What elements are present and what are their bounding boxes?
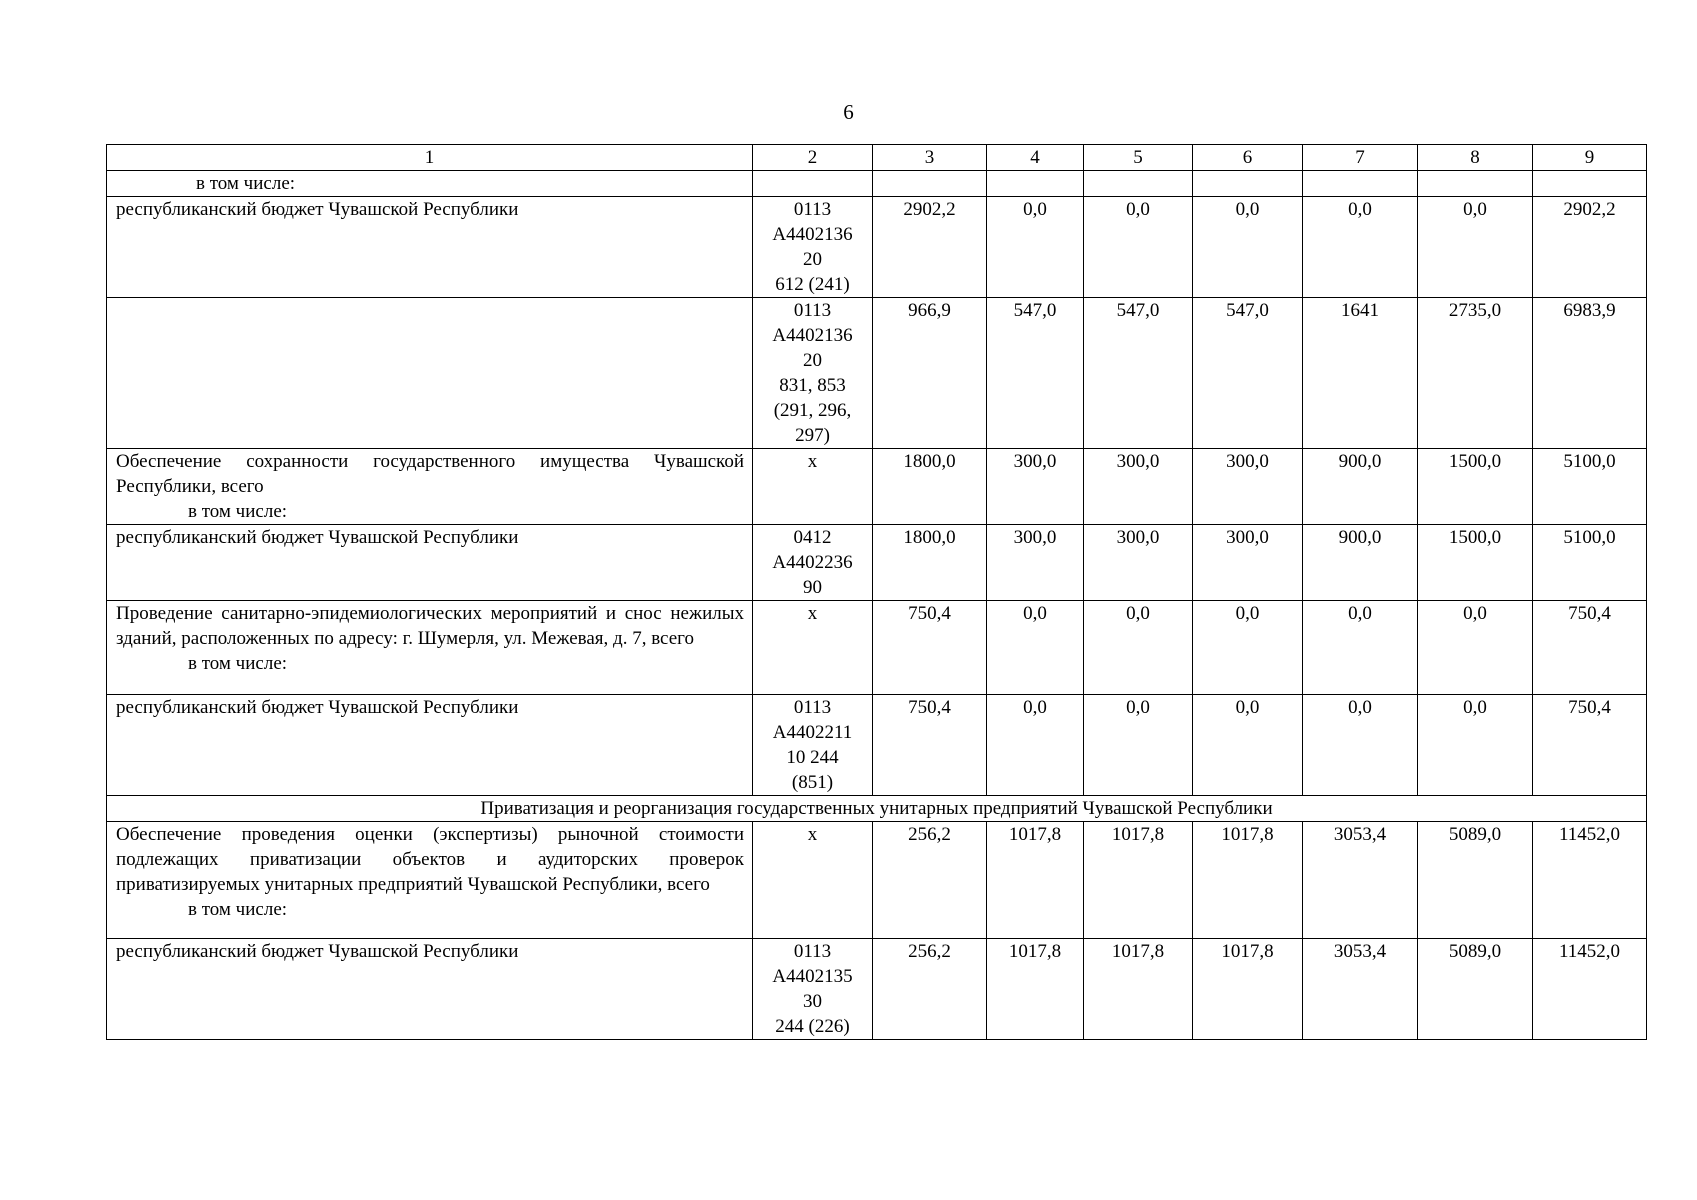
budget-code-line: 297) xyxy=(795,425,830,446)
empty-cell xyxy=(873,171,987,197)
value-cell-col-3: 256,2 xyxy=(873,822,987,939)
budget-code-line: 0113 xyxy=(793,300,832,321)
budget-code-cell xyxy=(753,695,873,796)
value-cell-col-8: 5089,0 xyxy=(1418,939,1533,1040)
budget-table xyxy=(106,144,1647,1040)
value-cell-col-8: 1500,0 xyxy=(1418,449,1533,525)
header-cell: 2 xyxy=(753,145,873,171)
value-cell-col-9: 750,4 xyxy=(1533,695,1647,796)
value-cell-col-3: 966,9 xyxy=(873,298,987,449)
row-sub-label: в том числе: xyxy=(188,653,288,674)
budget-code-cell xyxy=(753,525,873,601)
empty-cell xyxy=(1084,171,1193,197)
header-cell: 4 xyxy=(987,145,1084,171)
budget-code-cell xyxy=(753,449,873,525)
value-cell-col-8: 0,0 xyxy=(1418,601,1533,695)
value-cell-col-7: 0,0 xyxy=(1303,197,1418,298)
value-cell-col-4: 300,0 xyxy=(987,525,1084,601)
table-row xyxy=(107,298,1647,449)
empty-cell xyxy=(1303,171,1418,197)
value-cell-col-3: 256,2 xyxy=(873,939,987,1040)
value-cell-col-9: 750,4 xyxy=(1533,601,1647,695)
row-name: республиканский бюджет Чувашской Республики xyxy=(116,697,519,718)
row-name: республиканский бюджет Чувашской Республики xyxy=(116,527,519,548)
value-cell-col-4: 0,0 xyxy=(987,197,1084,298)
empty-cell xyxy=(1193,171,1303,197)
value-cell-col-7: 3053,4 xyxy=(1303,939,1418,1040)
row-name-cell xyxy=(107,822,753,939)
row-name: республиканский бюджет Чувашской Республики xyxy=(116,941,519,962)
value-cell-col-6: 300,0 xyxy=(1193,525,1303,601)
budget-code-line: 0412 xyxy=(793,527,832,548)
value-cell-col-5: 1017,8 xyxy=(1084,939,1193,1040)
header-cell: 3 xyxy=(873,145,987,171)
value-cell-col-6: 0,0 xyxy=(1193,601,1303,695)
row-name: Проведение санитарно-эпидемиологических мероприятий и снос нежилых зданий, расположенных по адресу: г. Шумерля, ул. Межевая, д. 7, всего xyxy=(116,603,744,649)
value-cell-col-6: 300,0 xyxy=(1193,449,1303,525)
value-cell-col-7: 0,0 xyxy=(1303,601,1418,695)
table-row xyxy=(107,449,1647,525)
budget-code-line: 20 xyxy=(803,350,822,371)
budget-code-line: А4402136 xyxy=(772,224,853,245)
budget-code-line: х xyxy=(807,603,818,624)
table-row xyxy=(107,822,1647,939)
budget-code-line: 244 (226) xyxy=(775,1016,850,1037)
value-cell-col-3: 750,4 xyxy=(873,695,987,796)
budget-code-line: 30 xyxy=(803,991,822,1012)
page-number: 6 xyxy=(843,100,854,124)
value-cell-col-9: 6983,9 xyxy=(1533,298,1647,449)
value-cell-col-6: 1017,8 xyxy=(1193,822,1303,939)
value-cell-col-6: 547,0 xyxy=(1193,298,1303,449)
budget-code-cell xyxy=(753,939,873,1040)
budget-code-line: 0113 xyxy=(793,199,832,220)
row-name-cell xyxy=(107,197,753,298)
row-name-cell xyxy=(107,939,753,1040)
budget-code-cell xyxy=(753,601,873,695)
budget-code-line: 0113 xyxy=(793,941,832,962)
row-name: Обеспечение проведения оценки (экспертизы) рыночной стоимости подлежащих приватизации объектов и аудиторских проверок приватизируемых унитарных предприятий Чувашской Республики, всего xyxy=(116,824,744,895)
budget-code-line: 831, 853 xyxy=(779,375,846,396)
empty-cell xyxy=(1418,171,1533,197)
budget-code-line: А4402236 xyxy=(772,552,853,573)
value-cell-col-3: 750,4 xyxy=(873,601,987,695)
value-cell-col-9: 11452,0 xyxy=(1533,939,1647,1040)
budget-code-line: 0113 xyxy=(793,697,832,718)
value-cell-col-5: 0,0 xyxy=(1084,197,1193,298)
row-sub-label: в том числе: xyxy=(188,899,288,920)
header-cell: 8 xyxy=(1418,145,1533,171)
value-cell-col-4: 1017,8 xyxy=(987,939,1084,1040)
value-cell-col-9: 5100,0 xyxy=(1533,449,1647,525)
value-cell-col-6: 0,0 xyxy=(1193,695,1303,796)
value-cell-col-5: 300,0 xyxy=(1084,525,1193,601)
value-cell-col-8: 0,0 xyxy=(1418,695,1533,796)
table-row xyxy=(107,525,1647,601)
value-cell-col-4: 547,0 xyxy=(987,298,1084,449)
header-row xyxy=(107,145,1647,171)
row-name-cell xyxy=(107,449,753,525)
value-cell-col-4: 0,0 xyxy=(987,695,1084,796)
header-cell: 9 xyxy=(1533,145,1647,171)
budget-code-line: А4402135 xyxy=(772,966,853,987)
value-cell-col-3: 1800,0 xyxy=(873,525,987,601)
value-cell-col-7: 0,0 xyxy=(1303,695,1418,796)
value-cell-col-3: 1800,0 xyxy=(873,449,987,525)
budget-code-line: 20 xyxy=(803,249,822,270)
value-cell-col-6: 1017,8 xyxy=(1193,939,1303,1040)
value-cell-col-7: 3053,4 xyxy=(1303,822,1418,939)
value-cell-col-7: 900,0 xyxy=(1303,449,1418,525)
budget-code-line: 612 (241) xyxy=(775,274,850,295)
value-cell-col-8: 5089,0 xyxy=(1418,822,1533,939)
table-row xyxy=(107,601,1647,695)
budget-code-line: (291, 296, xyxy=(773,400,852,421)
row-name: Обеспечение сохранности государственного имущества Чувашской Республики, всего xyxy=(116,451,744,497)
row-name-cell xyxy=(107,525,753,601)
budget-code-cell xyxy=(753,298,873,449)
value-cell-col-8: 2735,0 xyxy=(1418,298,1533,449)
sub-label-cell: в том числе: xyxy=(107,171,753,197)
section-title: Приватизация и реорганизация государственных унитарных предприятий Чувашской Республики xyxy=(107,796,1647,822)
value-cell-col-7: 900,0 xyxy=(1303,525,1418,601)
header-cell: 1 xyxy=(107,145,753,171)
value-cell-col-9: 2902,2 xyxy=(1533,197,1647,298)
budget-code-cell xyxy=(753,197,873,298)
header-cell: 5 xyxy=(1084,145,1193,171)
value-cell-col-4: 300,0 xyxy=(987,449,1084,525)
budget-code-line: А4402136 xyxy=(772,325,853,346)
budget-code-line: (851) xyxy=(791,772,834,793)
header-cell: 6 xyxy=(1193,145,1303,171)
row-name-cell xyxy=(107,695,753,796)
budget-code-line: А4402211 xyxy=(772,722,853,743)
value-cell-col-5: 547,0 xyxy=(1084,298,1193,449)
table-row xyxy=(107,197,1647,298)
section-row xyxy=(107,796,1647,822)
budget-code-cell xyxy=(753,822,873,939)
value-cell-col-7: 1641 xyxy=(1303,298,1418,449)
row-name-cell xyxy=(107,298,753,449)
row-name: республиканский бюджет Чувашской Республики xyxy=(116,199,519,220)
header-cell: 7 xyxy=(1303,145,1418,171)
value-cell-col-5: 0,0 xyxy=(1084,695,1193,796)
sub-label-row xyxy=(107,171,1647,197)
row-name-cell xyxy=(107,601,753,695)
value-cell-col-6: 0,0 xyxy=(1193,197,1303,298)
budget-code-line: 90 xyxy=(803,577,822,598)
budget-code-line: х xyxy=(807,451,818,472)
empty-cell xyxy=(753,171,873,197)
value-cell-col-5: 0,0 xyxy=(1084,601,1193,695)
row-sub-label: в том числе: xyxy=(188,501,288,522)
budget-code-line: х xyxy=(807,824,818,845)
value-cell-col-8: 1500,0 xyxy=(1418,525,1533,601)
value-cell-col-9: 11452,0 xyxy=(1533,822,1647,939)
empty-cell xyxy=(1533,171,1647,197)
value-cell-col-5: 300,0 xyxy=(1084,449,1193,525)
value-cell-col-4: 0,0 xyxy=(987,601,1084,695)
value-cell-col-3: 2902,2 xyxy=(873,197,987,298)
table-row xyxy=(107,695,1647,796)
value-cell-col-5: 1017,8 xyxy=(1084,822,1193,939)
value-cell-col-9: 5100,0 xyxy=(1533,525,1647,601)
budget-code-line: 10 244 xyxy=(786,747,839,768)
table-row xyxy=(107,939,1647,1040)
value-cell-col-8: 0,0 xyxy=(1418,197,1533,298)
value-cell-col-4: 1017,8 xyxy=(987,822,1084,939)
empty-cell xyxy=(987,171,1084,197)
